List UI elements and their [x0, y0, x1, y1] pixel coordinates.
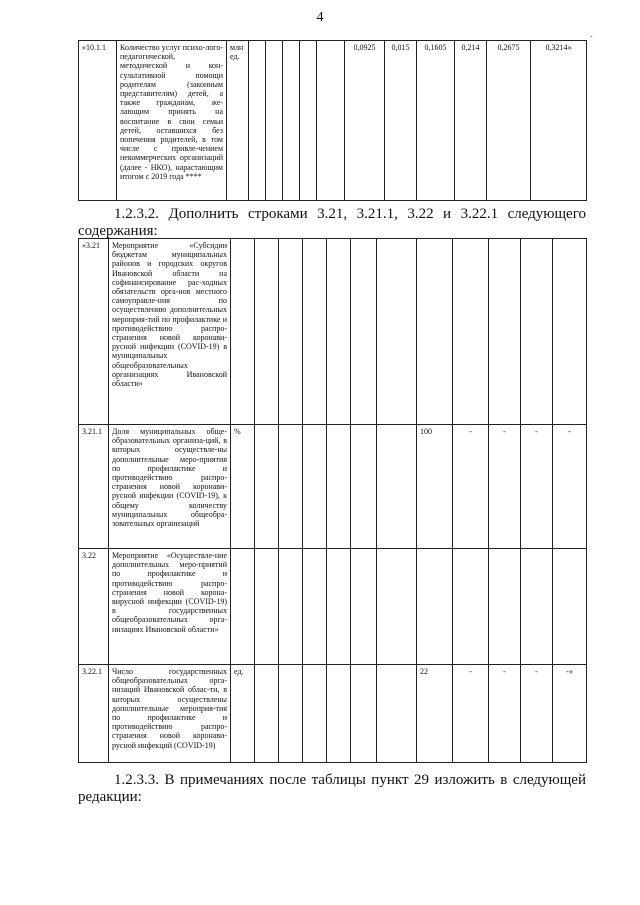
value-cell: 22: [417, 665, 453, 763]
value-cell: [521, 549, 553, 665]
value-cell: 0,1605: [417, 41, 455, 201]
value-cell: -: [453, 665, 489, 763]
value-cell: 0,0925: [345, 41, 385, 201]
paragraph-add-rows: 1.2.3.2. Дополнить строками 3.21, 3.21.1, 3.22 и 3.22.1 следующего содержания:: [78, 206, 586, 239]
table-row: [79, 425, 587, 549]
row-description: Число государственных общеобразовательных орга-низаций Ивановской облас-ти, в которых осуществлены дополнительные мероприя-тия по профилактике и противодействию распро-странения новой коронави-русной инфекций (COVID-19): [109, 665, 231, 763]
value-cell: -: [489, 665, 521, 763]
value-cell: [417, 239, 453, 425]
value-cell: [553, 239, 587, 425]
value-cell: [453, 549, 489, 665]
value-cell: [327, 549, 351, 665]
value-cell: [553, 549, 587, 665]
value-cell: -: [489, 425, 521, 549]
value-cell: -: [553, 425, 587, 549]
value-cell: [351, 549, 377, 665]
value-cell: -: [521, 665, 553, 763]
value-cell: [249, 41, 266, 201]
value-cell: [279, 425, 303, 549]
value-cell: [255, 665, 279, 763]
value-cell: [327, 665, 351, 763]
value-cell: [279, 665, 303, 763]
value-cell: [377, 239, 417, 425]
value-cell: [351, 425, 377, 549]
row-unit: ед.: [231, 665, 255, 763]
value-cell: [266, 41, 283, 201]
value-cell: [351, 239, 377, 425]
value-cell: [317, 41, 345, 201]
value-cell: [255, 549, 279, 665]
row-description: Мероприятие «Субсидии бюджетам муниципальных районов и городских округов Ивановской области на софинансирование рас-ходных обязательств орга-нов местного самоуправле-ния по осуществлению дополнительных мероприя-тий по профилактике и противодействию распро-странения новой коронави-русной инфекции (COVID-19) в муниципальных общеобразовательных организациях Ивановской области»: [109, 239, 231, 425]
value-cell: [327, 425, 351, 549]
row-unit: [231, 239, 255, 425]
table-row: [79, 665, 587, 763]
value-cell: -: [453, 425, 489, 549]
value-cell: -: [521, 425, 553, 549]
value-cell: [417, 549, 453, 665]
row-description: Количество услуг психо-лого-педагогической, методической и кон-сультативной помощи родителям (законным представителям) детей, а также гражданам, же-лающим принять на воспитание в свои семьи детей, оставшихся без попечения родителей, в том числе с привле-чением некоммерческих организаций (далее - НКО), нарастающим итогом с 2019 года ****: [117, 41, 227, 201]
table-row: [79, 41, 587, 201]
value-cell: [327, 239, 351, 425]
value-cell: 0,2675: [487, 41, 531, 201]
row-number: «10.1.1: [79, 41, 117, 201]
value-cell: [489, 549, 521, 665]
row-unit: млн ед.: [227, 41, 249, 201]
value-cell: 0,3214»: [531, 41, 587, 201]
row-number: «3.21: [79, 239, 109, 425]
value-cell: [377, 425, 417, 549]
value-cell: 0,214: [455, 41, 487, 201]
indicator-table-bottom: [78, 238, 587, 763]
paragraph-notes: 1.2.3.3. В примечаниях после таблицы пункт 29 изложить в следующей редакции:: [78, 772, 586, 805]
value-cell: [255, 239, 279, 425]
table-row: [79, 549, 587, 665]
row-description: Мероприятие «Осуществле-ние дополнительных меро-приятий по профилактике и противодействию распро-странения новой корона-вирусной инфекции (COVID-19) в государственных общеобразовательных орга-низациях Ивановской области»: [109, 549, 231, 665]
value-cell: [453, 239, 489, 425]
row-number: 3.22: [79, 549, 109, 665]
value-cell: [303, 665, 327, 763]
value-cell: [300, 41, 317, 201]
row-number: 3.21.1: [79, 425, 109, 549]
value-cell: [377, 549, 417, 665]
value-cell: [521, 239, 553, 425]
table-row: [79, 239, 587, 425]
value-cell: 0,015: [385, 41, 417, 201]
value-cell: [283, 41, 300, 201]
row-number: 3.22.1: [79, 665, 109, 763]
row-unit: [231, 549, 255, 665]
value-cell: [279, 239, 303, 425]
value-cell: [489, 239, 521, 425]
value-cell: [303, 425, 327, 549]
value-cell: [279, 549, 303, 665]
value-cell: -»: [553, 665, 587, 763]
value-cell: [377, 665, 417, 763]
row-unit: %: [231, 425, 255, 549]
row-description: Доля муниципальных обще-образовательных организа-ций, в которых осуществле-ны дополнительные меро-приятия по профилактике и противодействию распро-странения новой коронави-русной инфекции (COVID-19), к общему количеству муниципальных общеобра-зовательных организаций: [109, 425, 231, 549]
value-cell: [351, 665, 377, 763]
value-cell: [303, 549, 327, 665]
value-cell: [255, 425, 279, 549]
value-cell: 100: [417, 425, 453, 549]
value-cell: [303, 239, 327, 425]
indicator-table-top: [78, 40, 587, 201]
page-number: 4: [316, 10, 324, 25]
corner-mark: ·: [590, 32, 594, 43]
